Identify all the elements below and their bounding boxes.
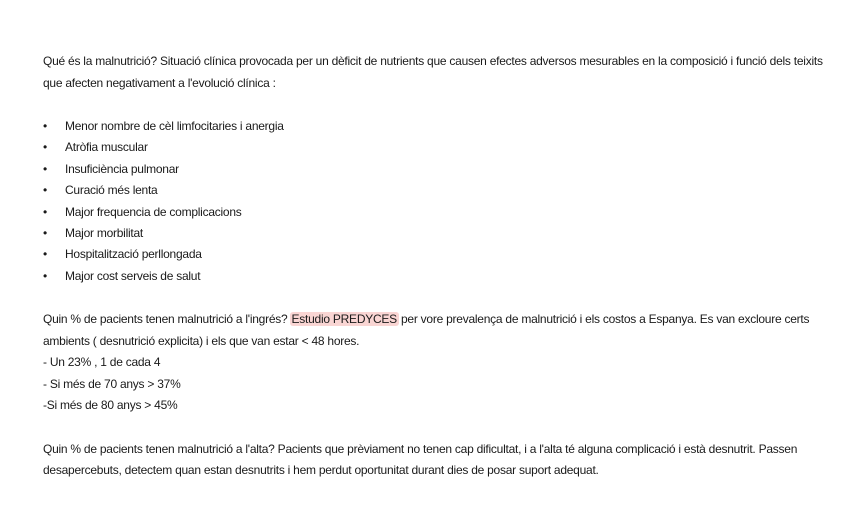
list-item bbox=[43, 202, 823, 223]
list-item-text: Menor nombre de cèl limfocitaries i anergia bbox=[65, 119, 284, 133]
list-item bbox=[43, 159, 823, 180]
study-link[interactable]: Estudio PREDYCES bbox=[291, 312, 397, 327]
spacer bbox=[43, 94, 823, 116]
bullet-icon: • bbox=[43, 204, 47, 219]
list-item bbox=[43, 137, 823, 158]
list-item bbox=[43, 266, 823, 287]
stat-line: - Si més de 70 anys > 37% bbox=[43, 376, 181, 391]
list-item bbox=[43, 223, 823, 244]
stat-line: -Si més de 80 anys > 45% bbox=[43, 398, 178, 413]
ingres-question: Quin % de pacients tenen malnutrició a l'ingrés? bbox=[43, 312, 288, 327]
bullet-icon: • bbox=[43, 119, 47, 133]
bullet-icon: • bbox=[43, 161, 47, 176]
list-item-text: Insuficiència pulmonar bbox=[65, 161, 179, 176]
bullet-icon: • bbox=[43, 140, 47, 155]
list-item-text: Hospitalització perllongada bbox=[65, 247, 202, 262]
bullet-icon: • bbox=[43, 247, 47, 262]
list-item-text: Major morbilitat bbox=[65, 226, 144, 241]
spacer bbox=[43, 417, 823, 439]
alta-paragraph: Quin % de pacients tenen malnutrició a l'alta? Pacients que prèviament no tenen cap dificultat, i a l'alta té alguna complicació i està desnutrit. Passen desapercebuts, detectem quan estan desnutrits i hem perdut oportunitat durant dies de posar suport adequat. bbox=[43, 441, 798, 478]
intro-answer: Situació clínica provocada per un dèficit de nutrients que causen efectes adversos mesurables en la composició i funció dels teixits que afecten negativament a l'evolució clínica : bbox=[43, 54, 823, 90]
bullet-icon: • bbox=[43, 268, 47, 283]
ingres-paragraph bbox=[43, 309, 823, 352]
intro-paragraph bbox=[43, 51, 823, 94]
stat-line: - Un 23% , 1 de cada 4 bbox=[43, 355, 161, 370]
bullet-icon: • bbox=[43, 183, 47, 198]
bullet-icon: • bbox=[43, 226, 47, 241]
list-item bbox=[43, 244, 823, 265]
spacer bbox=[43, 287, 823, 309]
intro-question: Qué és la malnutrició? bbox=[43, 54, 157, 68]
ingres-text: per vore prevalença de malnutrició i els costos a Espanya. Es van excloure certs ambients ( desnutrició explicita) i els que van estar < 48 hores. bbox=[43, 312, 810, 348]
list-item bbox=[43, 180, 823, 201]
effects-list bbox=[43, 116, 823, 287]
list-item bbox=[43, 116, 823, 137]
list-item-text: Major frequencia de complicacions bbox=[65, 204, 242, 219]
document-page bbox=[43, 51, 823, 482]
list-item-text: Atròfia muscular bbox=[65, 140, 148, 155]
list-item-text: Major cost serveis de salut bbox=[65, 268, 201, 283]
list-item-text: Curació més lenta bbox=[65, 183, 158, 198]
